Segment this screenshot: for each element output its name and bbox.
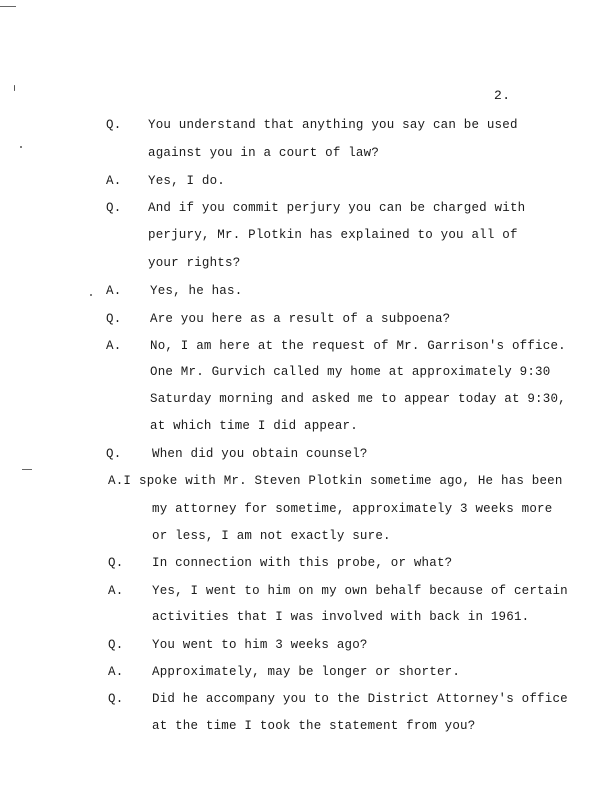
page-number: 2. (494, 88, 511, 103)
speaker-label: Q. (108, 556, 124, 570)
transcript-line: Approximately, may be longer or shorter. (152, 665, 461, 679)
scan-dot (14, 85, 15, 91)
speaker-label: Q. (106, 201, 122, 215)
transcript-line: Saturday morning and asked me to appear today at 9:30, (150, 392, 566, 406)
transcript-line: No, I am here at the request of Mr. Garrison's office. (150, 339, 566, 353)
transcript-line: In connection with this probe, or what? (152, 556, 453, 570)
transcript-line: And if you commit perjury you can be charged with (148, 201, 526, 215)
speaker-label: Q. (106, 447, 122, 461)
transcript-line: When did you obtain counsel? (152, 447, 368, 461)
transcript-line: You understand that anything you say can be used (148, 118, 518, 132)
transcript-line: Yes, he has. (150, 284, 243, 298)
speaker-label: Q. (108, 692, 124, 706)
transcript-line: activities that I was involved with back in 1961. (152, 610, 530, 624)
transcript-line: Did he accompany you to the District Attorney's office (152, 692, 568, 706)
transcript-line: your rights? (148, 256, 241, 270)
transcript-line: Are you here as a result of a subpoena? (150, 312, 451, 326)
transcript-line: or less, I am not exactly sure. (152, 529, 391, 543)
speaker-label: A.I (108, 474, 132, 488)
transcript-line: my attorney for sometime, approximately 3 weeks more (152, 502, 553, 516)
speaker-label: A. (106, 284, 122, 298)
speaker-label: Q. (106, 312, 122, 326)
transcript-line: Yes, I do. (148, 174, 226, 188)
transcript-line: at which time I did appear. (150, 419, 358, 433)
transcript-line: spoke with Mr. Steven Plotkin sometime ago, He has been (139, 474, 563, 488)
speaker-label: A. (106, 339, 122, 353)
transcript-line: You went to him 3 weeks ago? (152, 638, 368, 652)
transcript-line: Yes, I went to him on my own behalf because of certain (152, 584, 568, 598)
speaker-label: A. (108, 584, 124, 598)
transcript-line: One Mr. Gurvich called my home at approximately 9:30 (150, 365, 551, 379)
scan-mark-top-left (0, 6, 16, 7)
speaker-label: A. (106, 174, 122, 188)
scan-dot (20, 146, 22, 148)
speaker-label: Q. (108, 638, 124, 652)
speaker-label: Q. (106, 118, 122, 132)
speaker-label: A. (108, 665, 124, 679)
transcript-line: at the time I took the statement from you? (152, 719, 476, 733)
transcript-line: against you in a court of law? (148, 146, 380, 160)
transcript-line: perjury, Mr. Plotkin has explained to you all of (148, 228, 518, 242)
scan-mark-left-middle (22, 469, 32, 470)
scan-dot (90, 294, 92, 296)
